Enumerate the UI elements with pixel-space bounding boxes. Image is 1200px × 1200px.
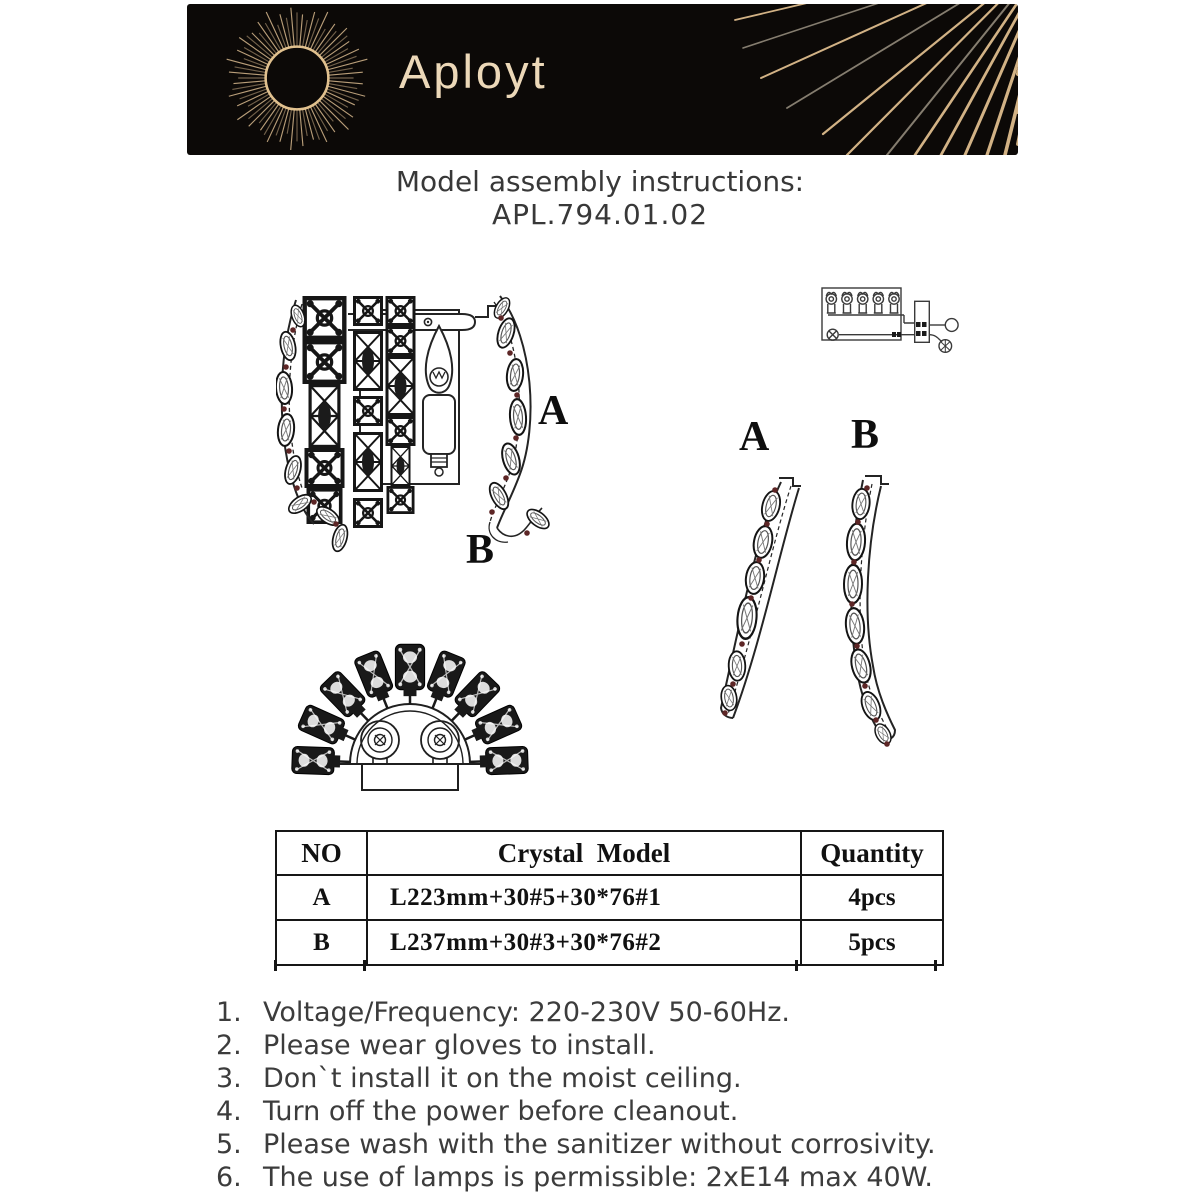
row-no: A bbox=[276, 875, 367, 920]
instruction-number: 3. bbox=[216, 1063, 242, 1094]
instruction-item bbox=[216, 1128, 936, 1161]
front-view-drawing bbox=[276, 276, 598, 576]
front-view-label-b: B bbox=[466, 527, 495, 573]
instructions-list bbox=[216, 996, 936, 1194]
table-border-stub bbox=[274, 960, 277, 971]
table-row bbox=[276, 920, 943, 965]
top-view-drawing bbox=[272, 616, 554, 796]
col-header-no: NO bbox=[276, 831, 367, 875]
crystal-strands-drawing bbox=[695, 408, 935, 753]
instruction-number: 5. bbox=[216, 1129, 242, 1160]
crystal-columns bbox=[305, 298, 414, 527]
instruction-number: 4. bbox=[216, 1096, 242, 1127]
instruction-text: Please wear gloves to install. bbox=[263, 1030, 656, 1061]
instruction-item bbox=[216, 1095, 936, 1128]
brand-name: Aployt bbox=[399, 45, 548, 98]
corner-rays-icon bbox=[187, 4, 1018, 155]
instruction-number: 2. bbox=[216, 1030, 242, 1061]
instruction-text: Please wash with the sanitizer without corrosivity. bbox=[263, 1129, 936, 1160]
row-model: L237mm+30#3+30*76#2 bbox=[367, 920, 801, 965]
instruction-text: Voltage/Frequency: 220-230V 50-60Hz. bbox=[263, 997, 790, 1028]
document-title: Model assembly instructions: bbox=[395, 165, 805, 198]
row-no: B bbox=[276, 920, 367, 965]
instruction-number: 6. bbox=[216, 1162, 242, 1193]
row-model: L223mm+30#5+30*76#1 bbox=[367, 875, 801, 920]
table-border-stub bbox=[934, 960, 937, 971]
instruction-text: Turn off the power before cleanout. bbox=[263, 1096, 739, 1127]
instruction-text: Don`t install it on the moist ceiling. bbox=[263, 1063, 742, 1094]
brand-banner bbox=[187, 4, 1018, 155]
model-number: APL.794.01.02 bbox=[491, 198, 709, 231]
instruction-text: The use of lamps is permissible: 2xE14 max 40W. bbox=[263, 1162, 933, 1193]
front-view-label-a: A bbox=[538, 388, 569, 434]
instruction-item bbox=[216, 1029, 936, 1062]
instruction-number: 1. bbox=[216, 997, 242, 1028]
instruction-item bbox=[216, 1161, 936, 1194]
wiring-diagram bbox=[816, 282, 968, 364]
crystal-parts-table bbox=[275, 830, 944, 966]
row-qty: 4pcs bbox=[801, 875, 943, 920]
col-header-qty: Quantity bbox=[801, 831, 943, 875]
strand-a-label: A bbox=[739, 414, 770, 460]
strand-b-label: B bbox=[851, 412, 880, 458]
row-qty: 5pcs bbox=[801, 920, 943, 965]
col-header-model: Crystal Model bbox=[367, 831, 801, 875]
instruction-item bbox=[216, 996, 936, 1029]
instruction-item bbox=[216, 1062, 936, 1095]
table-row bbox=[276, 875, 943, 920]
table-border-stub bbox=[795, 960, 798, 971]
table-border-stub bbox=[363, 960, 366, 971]
table-header-row bbox=[276, 831, 943, 875]
